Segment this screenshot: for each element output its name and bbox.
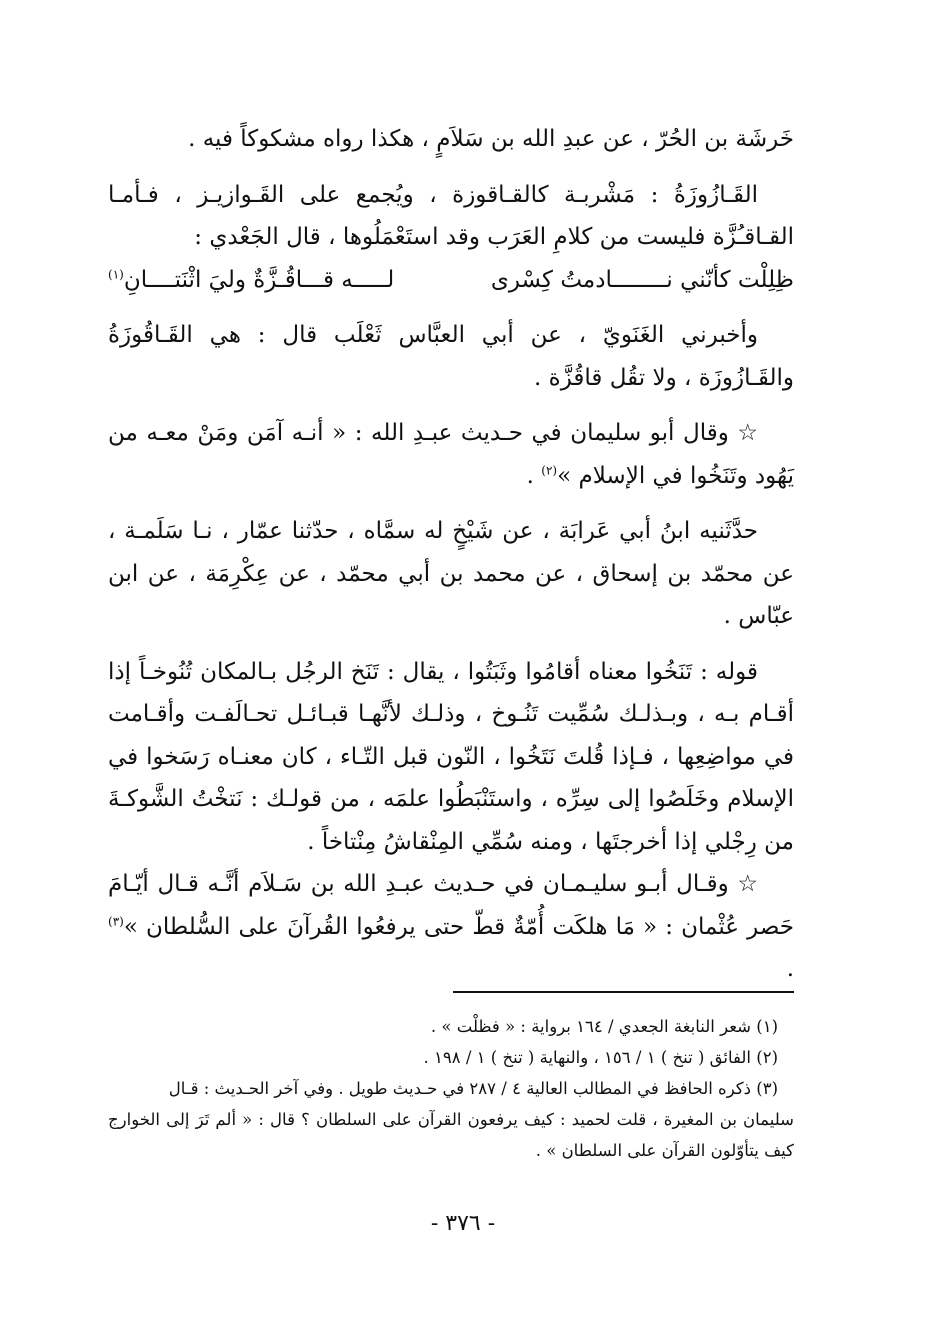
paragraph-7-text: ☆ وقـال أبـو سليـمـان في حـديث عبـدِ الله بن سَـلاَم أنَّـه قـال أيّـامَ حَصر عُثْمان : « مَا هلكَت أُمّةٌ قطّ حتى يرفعُوا القُرآنَ على السُّلطان »	[108, 871, 794, 940]
page-number: - ٣٧٦ -	[430, 1211, 496, 1236]
paragraph-4-end: .	[526, 462, 542, 489]
footnote-2: (٢) الفائق ( تنخ ) ١ / ١٥٦ ، والنهاية ( تنخ ) ١ / ١٩٨ .	[423, 1048, 778, 1067]
paragraph-3: وأخبرني الغَنَويّ ، عن أبي العبَّاس ثَعْلَب قال : هي القَـاقُوزَةُ والقَـازُوزَة ، ولا تقُل قاقُزَّة .	[108, 322, 794, 391]
footnote-ref-1: (١)	[108, 266, 124, 281]
paragraph-2: القَـازُوزَةُ : مَشْربـة كالقـاقوزة ، ويُجمع على القَـوازيـز ، فـأمـا القـاقـُزَّة فليست من كلامِ العَرَب وقد استَعْمَلُوها ، قال الجَعْدي :	[108, 181, 794, 250]
paragraph-5: حدَّثَنيه ابنُ أبي عَرابَة ، عن شَيْخٍ له سمَّاه ، حدّثنا عمّار ، نـا سَلَمـة ، عن محمّد بن إسحاق ، عن محمد بن أبي محمّد ، عن عِكْرِمَة ، عن ابن عبّاس .	[108, 518, 794, 629]
footnote-ref-2: (٢)	[541, 462, 558, 477]
footnote-3: (٣) ذكره الحافظ في المطالب العالية ٤ / ٢٨٧ في حـديث طويل . وفي آخر الحـديث : قـال	[168, 1079, 778, 1098]
footnotes	[108, 1011, 794, 1166]
paragraph-4	[108, 412, 794, 497]
paragraph-7	[108, 863, 794, 991]
footnote-1: (١) شعر النابغة الجعدي / ١٦٤ برواية : « فظلْت » .	[430, 1017, 778, 1036]
verse-first-hemistich: ظِلِلْت كأنّني نــــــــادمتُ كِسْرى	[490, 266, 794, 293]
poetry-verse	[108, 259, 794, 302]
footnote-separator	[453, 991, 794, 993]
paragraph-7-end: .	[786, 956, 794, 982]
footnote-3-continuation: سليمان بن المغيرة ، قلت لحميد : كيف يرفعون القرآن على السلطان ؟ قال : « ألم تَرَ إلى الخوارج كيف يتأوّلون القرآن على السلطان » .	[108, 1110, 794, 1160]
main-text	[108, 118, 794, 991]
paragraph-1: خَرشَة بن الحُرّ ، عن عبدِ الله بن سَلاَمٍ ، هكذا رواه مشكوكاً فيه .	[188, 126, 794, 152]
paragraph-4-text: ☆ وقال أبو سليمان في حـديث عبـدِ الله : « أنـه آمَن ومَنْ معـه من يَهُود وتَنَخُوا في الإسلام »	[108, 420, 794, 489]
verse-second-hemistich	[108, 259, 394, 302]
footnote-ref-3: (٣)	[108, 913, 124, 928]
paragraph-6: قوله : تَنَخُوا معناه أقامُوا وثَبَتُوا ، يقال : تَنَخ الرجُل بـالمكان تُنُوخـاً إذا أقـام بـه ، وبـذلـك سُمِّيت تَنُـوخ ، وذلـك لأنَّهـا قبـائـل تحـالَفـت وأقـامت في مواضِعِها ، فـإذا قُلتَ نَتَخُوا ، النّون قبل التّـاء ، كان معنـاه رَسَخوا في الإسلام وخَلَصُوا إلى سِرِّه ، واستَنْبَطُوا علمَه ، من قولـك : نَتخْتُ الشَّوكـةَ من رِجْلي إذا أخرجتَها ، ومنه سُمِّي المِنْقاشُ مِنْتاخاً .	[108, 658, 794, 855]
verse-second-text: لـــــه قـــاقُـزَّةٌ وليَ اثْنَتــــانِ	[123, 266, 395, 293]
